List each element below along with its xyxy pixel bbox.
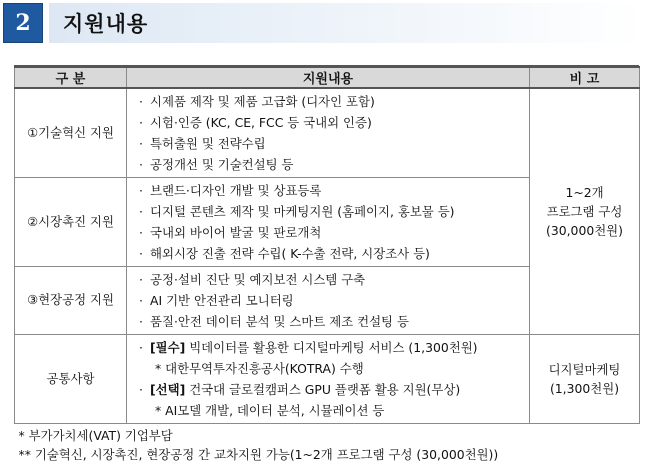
- common-category: 공통사항: [15, 335, 127, 424]
- section-title: 지원내용: [63, 12, 149, 36]
- footnote-row: [15, 424, 640, 462]
- group-note-line: (30,000천원): [546, 223, 623, 239]
- list-item: · [선택] 건국대 글로컬캠퍼스 GPU 플랫폼 활용 지원(무상): [139, 382, 461, 397]
- header-content: 지원내용: [127, 67, 530, 88]
- row-items-cell: [127, 178, 530, 267]
- item-list: [139, 180, 523, 264]
- list-subitem: * AI모델 개발, 데이터 분석, 시뮬레이션 등: [155, 403, 385, 418]
- optional-tag: [선택]: [150, 382, 186, 397]
- section-header: [3, 3, 644, 43]
- header-note: 비 고: [530, 67, 640, 88]
- footnote-cell: [15, 424, 640, 462]
- section-number-badge: 2: [3, 3, 43, 43]
- common-note-line: 디지털마케팅: [548, 361, 621, 377]
- row-items-cell: [127, 267, 530, 335]
- common-items-cell: [127, 335, 530, 424]
- list-item: · 국내외 바이어 발굴 및 판로개척: [139, 225, 322, 240]
- row-items-cell: [127, 88, 530, 178]
- footnote: * 부가가치세(VAT) 기업부담: [18, 428, 173, 443]
- list-item: · 시험·인증 (KC, CE, FCC 등 국내외 인증): [139, 115, 372, 130]
- group-note-cell: [530, 88, 640, 335]
- common-note-cell: [530, 335, 640, 424]
- item-list: [139, 91, 523, 175]
- item-list: [139, 269, 523, 332]
- group-note-line: 1~2개: [565, 184, 604, 200]
- table-row: [15, 88, 640, 178]
- support-content-table: [14, 66, 640, 462]
- section-title-bar: [49, 3, 644, 43]
- list-item: · AI 기반 안전관리 모니터링: [139, 293, 294, 308]
- list-item: · 해외시장 진출 전략 수립( K-수출 전략, 시장조사 등): [139, 246, 430, 261]
- common-note-line: (1,300천원): [549, 381, 620, 396]
- common-item-list: [139, 337, 523, 421]
- list-item: · 시제품 제작 및 제품 고급화 (디자인 포함): [139, 94, 375, 109]
- list-item: · 공정개선 및 기술컨설팅 등: [139, 157, 294, 172]
- row-category: ①기술혁신 지원: [15, 88, 127, 178]
- list-item: · 브랜드·디자인 개발 및 상표등록: [139, 183, 322, 198]
- list-item: · 품질·안전 데이터 분석 및 스마트 제조 컨설팅 등: [139, 314, 409, 329]
- list-item: · 특허출원 및 전략수립: [139, 136, 266, 151]
- list-subitem: * 대한무역투자진흥공사(KOTRA) 수행: [155, 361, 364, 376]
- row-category: ③현장공정 지원: [15, 267, 127, 335]
- group-note-line: 프로그램 구성: [546, 203, 623, 219]
- required-tag: [필수]: [150, 340, 186, 355]
- table-header-row: [15, 67, 640, 88]
- table-row-common: [15, 335, 640, 424]
- list-item: · 공정·설비 진단 및 예지보전 시스템 구축: [139, 272, 366, 287]
- footnote: ** 기술혁신, 시장촉진, 현장공정 간 교차지원 가능(1~2개 프로그램 구성 (30,000천원)): [18, 447, 499, 462]
- header-category: 구 분: [15, 67, 127, 88]
- list-item: · 디지털 콘텐츠 제작 및 마케팅지원 (홈페이지, 홍보물 등): [139, 204, 455, 219]
- list-item: · [필수] 빅데이터를 활용한 디지털마케팅 서비스 (1,300천원): [139, 340, 478, 355]
- row-category: ②시장촉진 지원: [15, 178, 127, 267]
